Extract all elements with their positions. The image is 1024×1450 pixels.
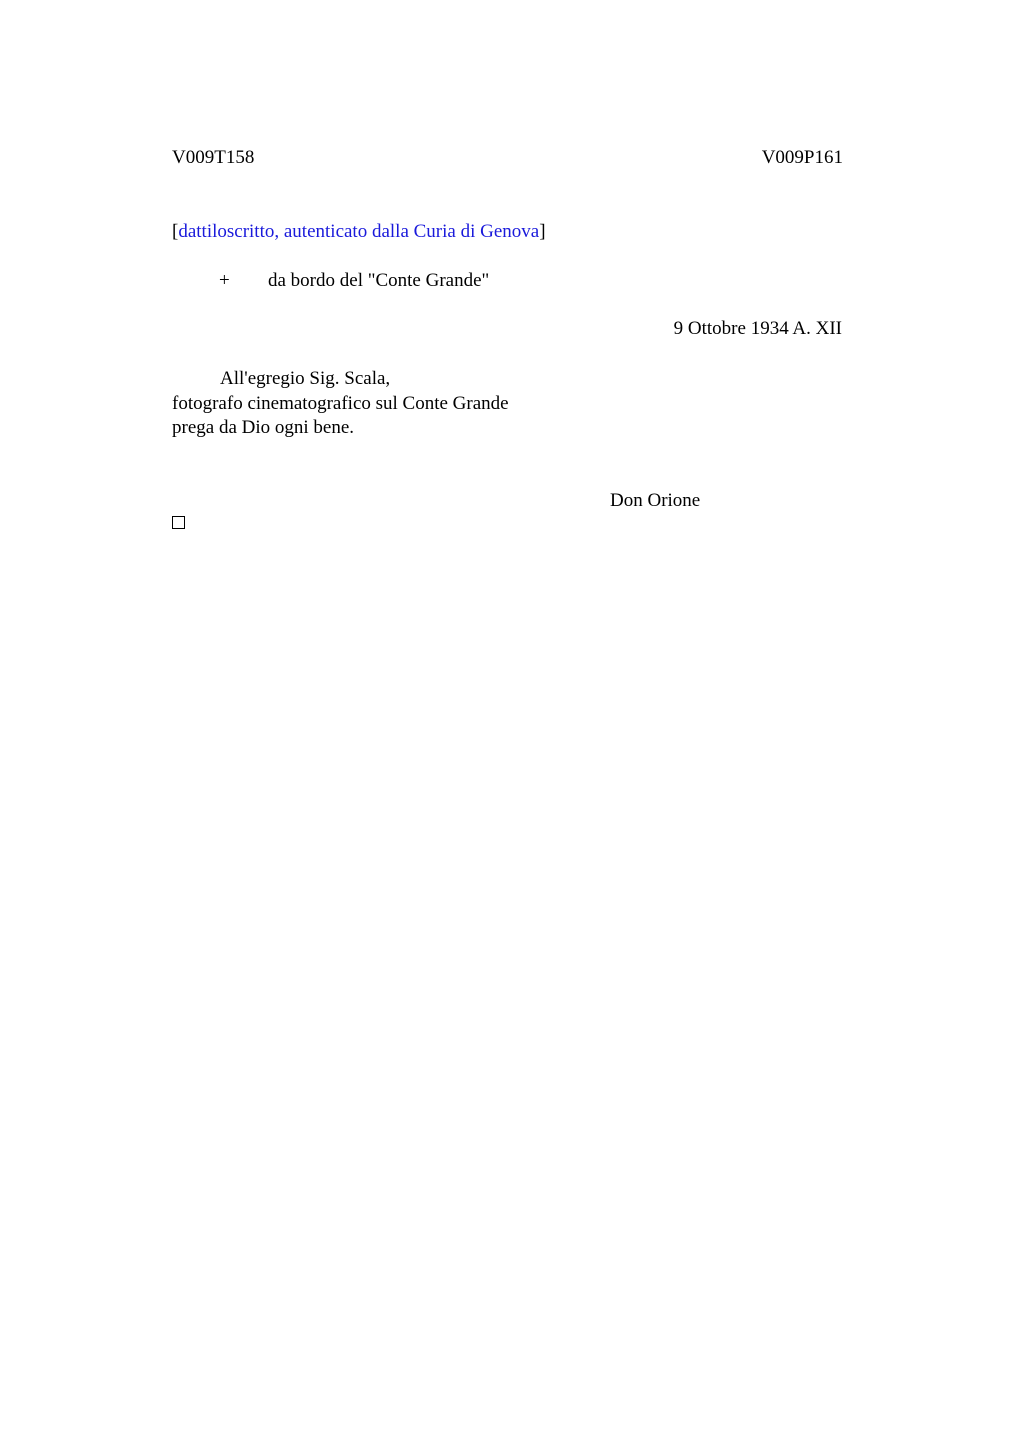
note-text: dattiloscritto, autenticato dalla Curia di Genova bbox=[178, 221, 540, 242]
letter-date: 9 Ottobre 1934 A. XII bbox=[673, 318, 842, 339]
letter-body bbox=[172, 367, 509, 441]
letter-line: fotografo cinematografico sul Conte Grande bbox=[172, 392, 509, 414]
editorial-note bbox=[172, 220, 546, 244]
cross-symbol: + bbox=[219, 270, 230, 291]
letter-origin: da bordo del "Conte Grande" bbox=[268, 270, 490, 291]
document-code-right: V009P161 bbox=[761, 147, 843, 168]
letter-line: All'egregio Sig. Scala, bbox=[220, 368, 391, 389]
signature: Don Orione bbox=[610, 490, 701, 511]
letter-line: prega da Dio ogni bene. bbox=[172, 417, 355, 438]
note-close-bracket: ] bbox=[539, 221, 546, 242]
end-marker-box bbox=[172, 516, 185, 529]
note-open-bracket: [ bbox=[172, 221, 179, 242]
document-code-left: V009T158 bbox=[172, 147, 255, 168]
